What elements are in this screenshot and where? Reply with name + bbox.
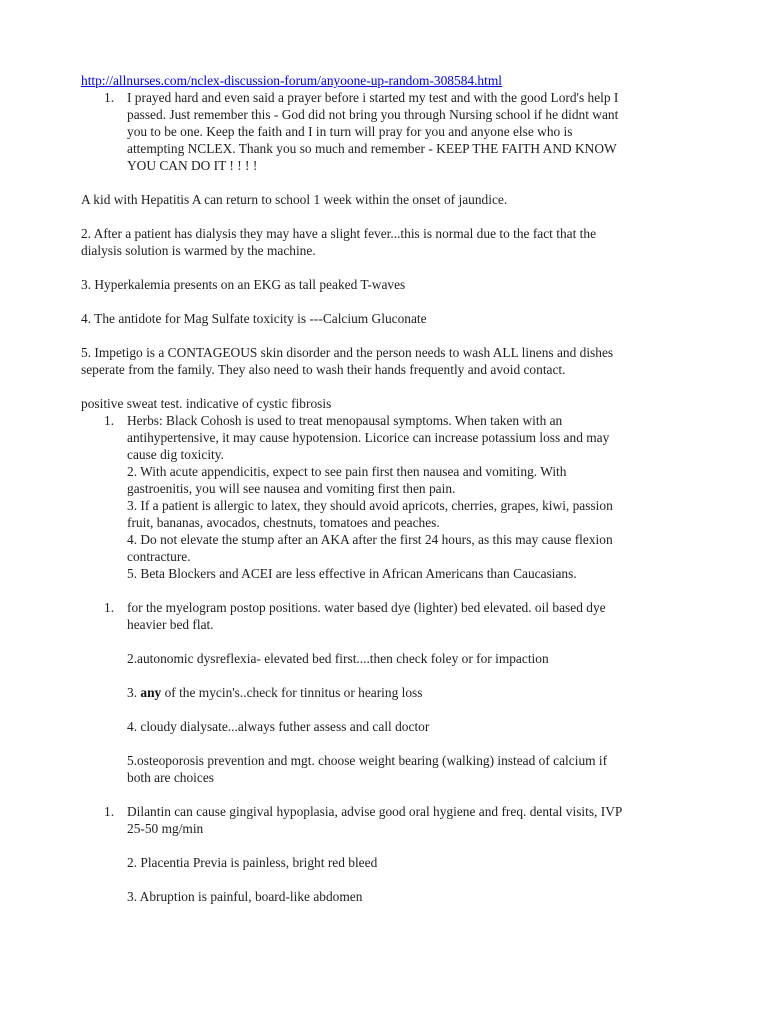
dialysate-line: 4. cloudy dialysate...always futher assess and call doctor	[127, 719, 430, 734]
list-number: 1.	[104, 804, 115, 819]
paragraph-line: 3. Hyperkalemia presents on an EKG as tall peaked T-waves	[81, 277, 406, 292]
myelogram-item	[81, 599, 701, 786]
intro-line: I prayed hard and even said a prayer before i started my test and with the good Lord's help I	[127, 90, 619, 105]
mag-sulfate-paragraph	[81, 310, 701, 327]
intro-line: attempting NCLEX. Thank you so much and remember - KEEP THE FAITH AND KNOW	[127, 141, 617, 156]
intro-line: passed. Just remember this - God did not bring you through Nursing school if he didnt want	[127, 107, 619, 122]
any-emphasis: any	[140, 685, 162, 700]
document-page	[81, 72, 701, 905]
intro-item	[81, 89, 701, 174]
intro-line: you to be one. Keep the faith and I in turn will pray for you and anyone else who is	[127, 124, 573, 139]
list-number: 1.	[104, 413, 115, 428]
herbs-line: Herbs: Black Cohosh is used to treat menopausal symptoms. When taken with an	[127, 413, 563, 428]
paragraph-line: 5. Impetigo is a CONTAGEOUS skin disorder and the person needs to wash ALL linens and dishes	[81, 345, 614, 360]
hepatitis-paragraph	[81, 191, 701, 208]
dialysis-paragraph	[81, 225, 701, 259]
herbs-line: 3. If a patient is allergic to latex, they should avoid apricots, cherries, grapes, kiwi, passion	[127, 498, 613, 513]
paragraph-line: seperate from the family. They also need to wash their hands frequently and avoid contact.	[81, 362, 566, 377]
herbs-item	[81, 412, 701, 582]
list-number: 1.	[104, 600, 115, 615]
list-number: 1.	[104, 90, 115, 105]
mycin-rest: of the mycin's..check for tinnitus or hearing loss	[161, 685, 423, 700]
hyperkalemia-paragraph	[81, 276, 701, 293]
dilantin-line: 25-50 mg/min	[127, 821, 204, 836]
herbs-line: antihypertensive, it may cause hypotension. Licorice can increase potassium loss and may	[127, 430, 610, 445]
herbs-line: 5. Beta Blockers and ACEI are less effective in African Americans than Caucasians.	[127, 566, 577, 581]
paragraph-line: positive sweat test. indicative of cystic fibrosis	[81, 396, 332, 411]
herbs-line: 4. Do not elevate the stump after an AKA after the first 24 hours, as this may cause flexion	[127, 532, 613, 547]
sweat-test-paragraph	[81, 395, 701, 412]
osteoporosis-line: both are choices	[127, 770, 214, 785]
dilantin-item	[81, 803, 701, 905]
herbs-line: contracture.	[127, 549, 191, 564]
dysreflexia-line: 2.autonomic dysreflexia- elevated bed first....then check foley or for impaction	[127, 651, 549, 666]
mycin-prefix: 3.	[127, 685, 141, 700]
forum-link[interactable]: http://allnurses.com/nclex-discussion-forum/anyoone-up-random-308584.html	[81, 73, 502, 88]
myelogram-line: for the myelogram postop positions. water based dye (lighter) bed elevated. oil based dye	[127, 600, 606, 615]
mycin-line	[127, 684, 701, 701]
herbs-line: fruit, bananas, avocados, chestnuts, tomatoes and peaches.	[127, 515, 440, 530]
abruption-line: 3. Abruption is painful, board-like abdomen	[127, 889, 363, 904]
intro-line: YOU CAN DO IT ! ! ! !	[127, 158, 258, 173]
paragraph-line: 2. After a patient has dialysis they may have a slight fever...this is normal due to the fact that the	[81, 226, 597, 241]
herbs-line: gastroenitis, you will see nausea and vomiting first then pain.	[127, 481, 456, 496]
paragraph-line: A kid with Hepatitis A can return to school 1 week within the onset of jaundice.	[81, 192, 508, 207]
myelogram-line: heavier bed flat.	[127, 617, 214, 632]
herbs-line: 2. With acute appendicitis, expect to see pain first then nausea and vomiting. With	[127, 464, 567, 479]
impetigo-paragraph	[81, 344, 701, 378]
osteoporosis-line: 5.osteoporosis prevention and mgt. choose weight bearing (walking) instead of calcium if	[127, 753, 608, 768]
paragraph-line: dialysis solution is warmed by the machine.	[81, 243, 316, 258]
paragraph-line: 4. The antidote for Mag Sulfate toxicity is ---Calcium Gluconate	[81, 311, 427, 326]
herbs-line: cause dig toxicity.	[127, 447, 224, 462]
dilantin-line: Dilantin can cause gingival hypoplasia, advise good oral hygiene and freq. dental visits, IVP	[127, 804, 623, 819]
previa-line: 2. Placentia Previa is painless, bright red bleed	[127, 855, 378, 870]
